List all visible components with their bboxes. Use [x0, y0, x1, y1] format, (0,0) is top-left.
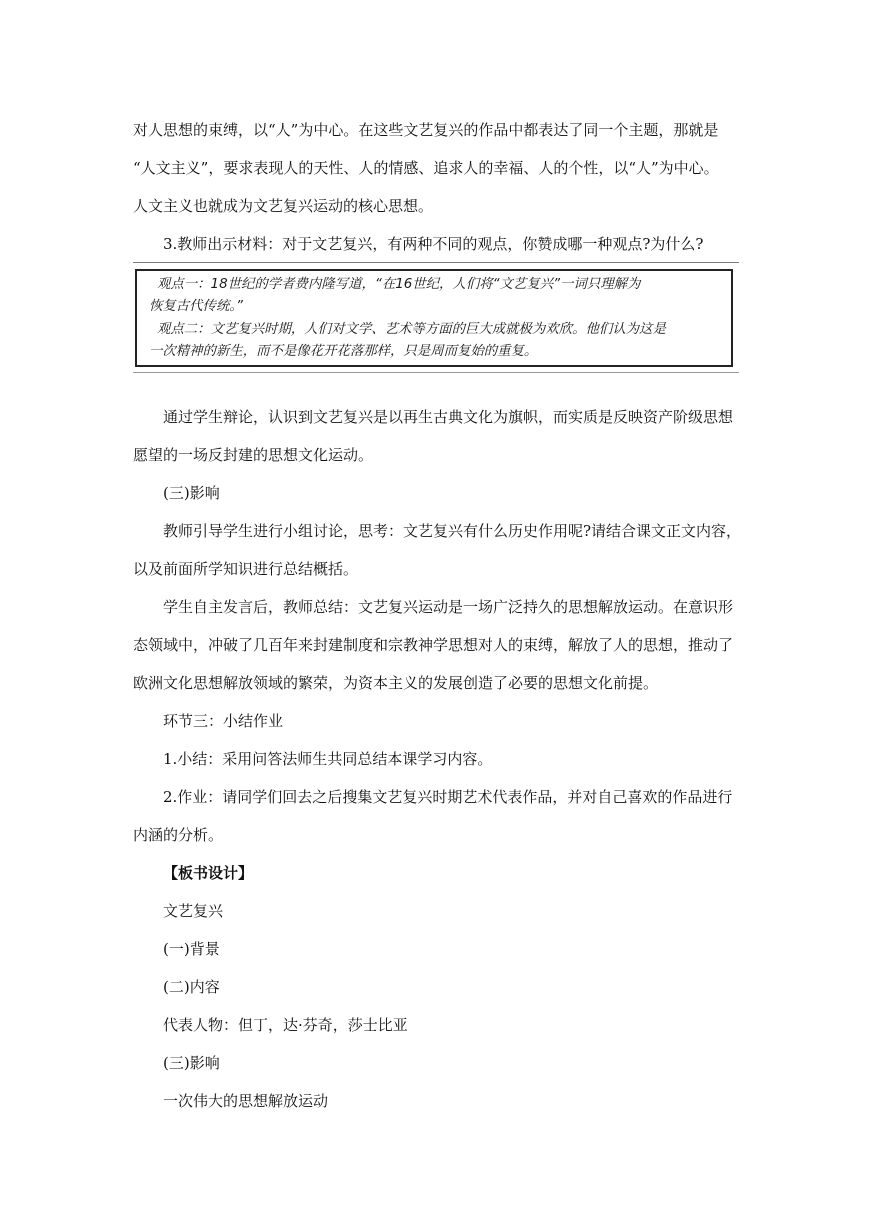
board-item: (二)内容 [163, 978, 220, 996]
material-figure [133, 262, 739, 374]
viewpoint-one-line: 观点一：18世纪的学者费内隆写道，“在16世纪，人们将“文艺复兴”一词只理解为 [157, 277, 641, 292]
board-item: (一)背景 [163, 940, 220, 958]
paragraph-line: 以及前面所学知识进行总结概括。 [133, 560, 359, 578]
board-item: 代表人物：但丁，达·芬奇，莎士比亚 [163, 1016, 408, 1034]
figure-bottom-rule [133, 372, 739, 373]
paragraph-line: 愿望的一场反封建的思想文化运动。 [133, 446, 374, 464]
section-heading: 环节三：小结作业 [163, 712, 284, 730]
board-item: (三)影响 [163, 1054, 220, 1072]
paragraph-line: 通过学生辩论，认识到文艺复兴是以再生古典文化为旗帜，而实质是反映资产阶级思想 [163, 408, 734, 426]
board-item: 一次伟大的思想解放运动 [163, 1092, 329, 1110]
paragraph-line: 学生自主发言后，教师总结：文艺复兴运动是一场广泛持久的思想解放运动。在意识形 [163, 598, 734, 616]
viewpoint-two-line: 观点二：文艺复兴时期，人们对文学、艺术等方面的巨大成就极为欢欣。他们认为这是 [157, 322, 666, 337]
section-heading: (三)影响 [163, 484, 220, 502]
paragraph-line: 内涵的分析。 [133, 826, 224, 844]
paragraph-line: “人文主义”，要求表现人的天性、人的情感、追求人的幸福、人的个性，以“人”为中心。 [133, 159, 719, 177]
paragraph-line: 2.作业：请同学们回去之后搜集文艺复兴时期艺术代表作品，并对自己喜欢的作品进行 [163, 788, 733, 806]
paragraph-line: 人文主义也就成为文艺复兴运动的核心思想。 [133, 197, 434, 215]
paragraph-line: 态领域中，冲破了几百年来封建制度和宗教神学思想对人的束缚，解放了人的思想，推动了 [133, 636, 734, 654]
material-box [135, 269, 733, 367]
paragraph-line: 欧洲文化思想解放领域的繁荣，为资本主义的发展创造了必要的思想文化前提。 [133, 674, 659, 692]
board-design-heading: 【板书设计】 [163, 864, 254, 882]
viewpoint-one-line: 恢复古代传统。” [149, 299, 243, 314]
viewpoint-two-line: 一次精神的新生，而不是像花开花落那样，只是周而复始的重复。 [149, 344, 538, 359]
paragraph-line: 教师引导学生进行小组讨论，思考：文艺复兴有什么历史作用呢?请结合课文正文内容， [163, 522, 742, 540]
board-item: 文艺复兴 [163, 902, 224, 920]
paragraph-line: 1.小结：采用问答法师生共同总结本课学习内容。 [163, 750, 493, 768]
material-intro: 3.教师出示材料：对于文艺复兴，有两种不同的观点，你赞成哪一种观点?为什么? [163, 235, 704, 253]
figure-top-rule [133, 262, 739, 263]
paragraph-line: 对人思想的束缚，以“人”为中心。在这些文艺复兴的作品中都表达了同一个主题，那就是 [133, 121, 719, 139]
